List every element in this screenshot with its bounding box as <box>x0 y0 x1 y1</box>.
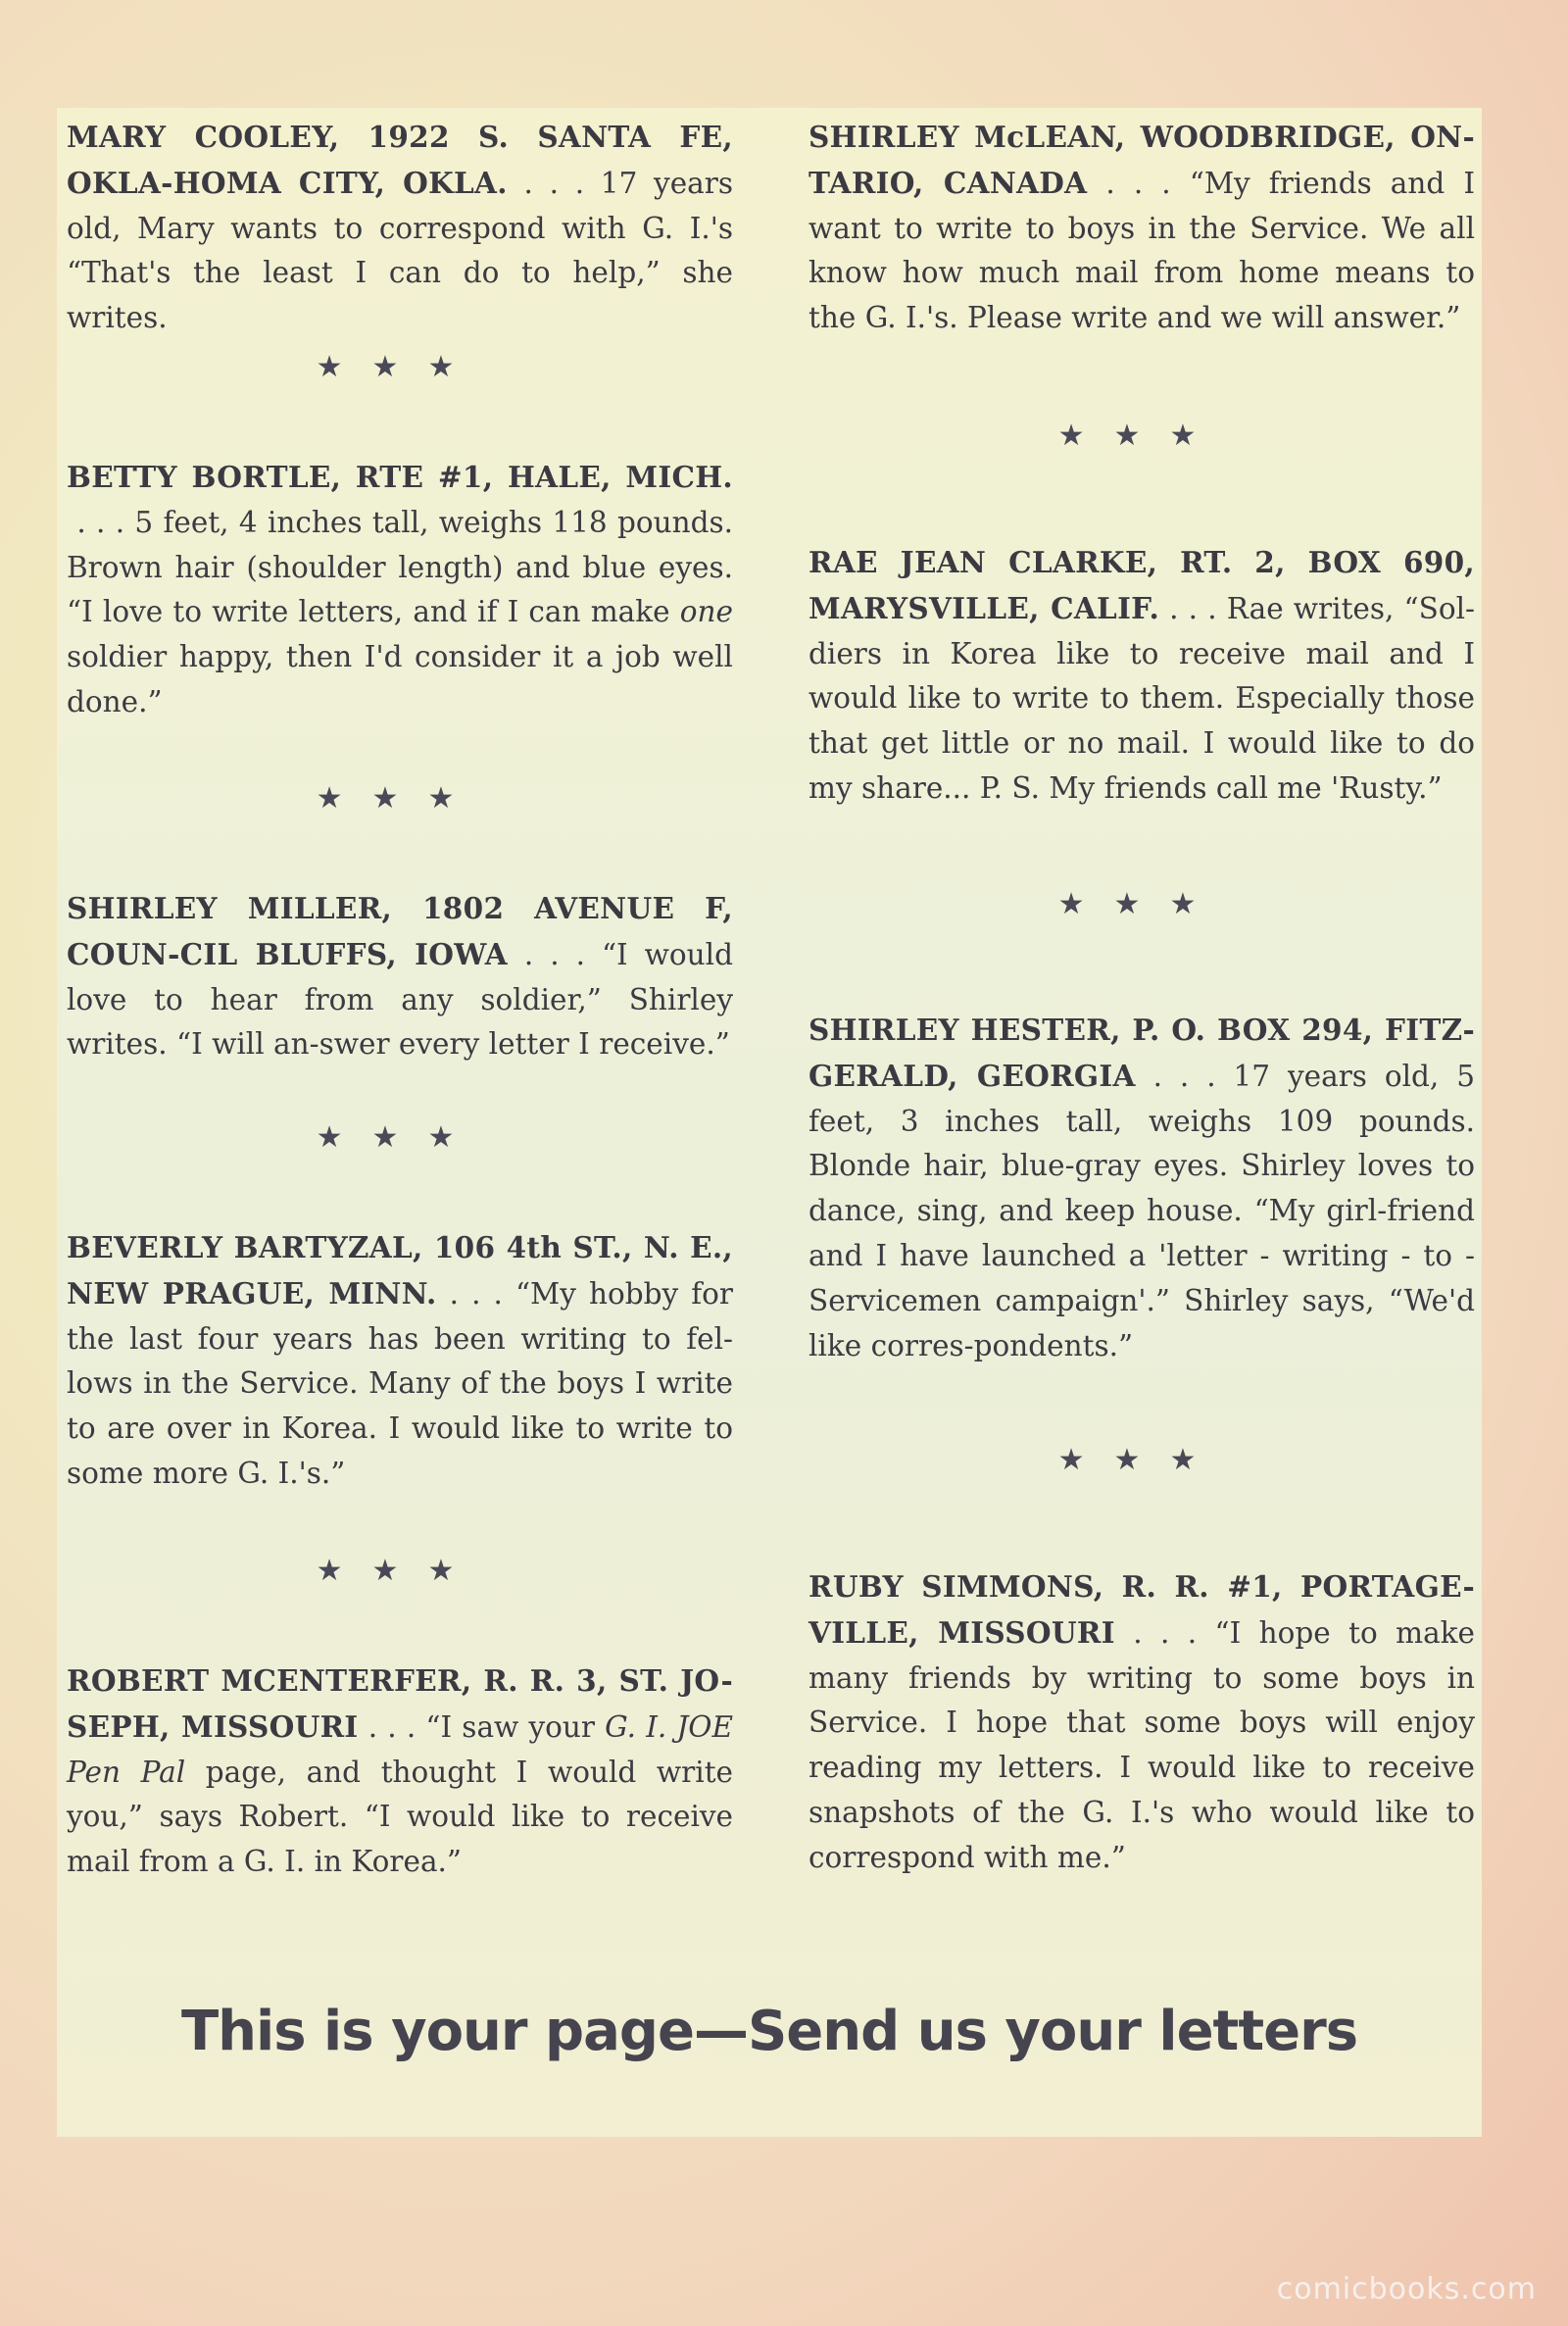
star-separator: ★★★ <box>316 781 484 816</box>
entry-name: BETTY BORTLE, RTE #1, HALE, MICH. <box>67 460 733 494</box>
entry-body: “I hope to make many friends by writing to some boys in Service. I hope that some boys will enjoy reading my letters. I would like to receive snapshots of the G. I.'s who would like to correspond with me.” <box>808 1615 1475 1874</box>
entry-name: BEVERLY BARTYZAL, 106 4th ST., N. E., NEW PRAGUE, MINN. <box>67 1230 733 1311</box>
entry-emphasis: G. I. JOE Pen Pal <box>67 1709 733 1789</box>
entry-ellipsis: . . . <box>1114 1615 1215 1650</box>
entry-name: MARY COOLEY, 1922 S. SANTA FE, OKLA-HOMA CITY, OKLA. <box>67 120 733 200</box>
pen-pal-entry-betty-bortle <box>67 455 733 725</box>
star-separator: ★★★ <box>316 350 484 384</box>
pen-pal-entry-shirley-hester <box>808 1008 1475 1368</box>
watermark: comicbooks.com <box>1276 2272 1537 2306</box>
entry-ellipsis: . . . <box>1087 166 1190 200</box>
footer-slogan: This is your page—Send us your letters <box>180 2000 1358 2063</box>
entry-body: “I saw your <box>425 1709 606 1744</box>
entry-body: “My hobby for the last four years has been writing to fel-lows in the Service. Many of the boys I write to are over in Korea. I would like to write to some more G. I.'s.” <box>67 1276 734 1490</box>
entry-body-end: soldier happy, then I'd consider it a job well done.” <box>67 640 733 718</box>
entry-name: SHIRLEY MILLER, 1802 AVENUE F, COUN-CIL BLUFFS, IOWA <box>67 891 733 971</box>
entry-name: RUBY SIMMONS, R. R. #1, PORTAGE-VILLE, MISSOURI <box>808 1569 1475 1650</box>
entry-name: RAE JEAN CLARKE, RT. 2, BOX 690, MARYSVILLE, CALIF. <box>808 545 1475 625</box>
entry-name: SHIRLEY McLEAN, WOODBRIDGE, ON-TARIO, CANADA <box>808 120 1475 200</box>
entry-body: “I would love to hear from any soldier,” Shirley writes. “I will an-swer every letter I receive.” <box>67 937 733 1062</box>
pen-pal-entry-rae-jean-clarke <box>808 540 1475 812</box>
entry-ellipsis: . . . <box>1159 591 1227 625</box>
pen-pal-entry-robert-mcenterfer <box>67 1658 733 1885</box>
star-separator: ★★★ <box>1057 419 1226 453</box>
entry-ellipsis: . . . <box>1135 1059 1234 1093</box>
entry-ellipsis: . . . <box>507 937 602 971</box>
entry-ellipsis: . . . <box>358 1709 426 1744</box>
star-separator: ★★★ <box>316 1554 484 1588</box>
entry-body: “My friends and I want to write to boys in the Service. We all know how much mail from home means to the G. I.'s. Please write and we will answer.” <box>808 166 1475 335</box>
star-separator: ★★★ <box>1057 887 1226 921</box>
star-separator: ★★★ <box>316 1120 484 1155</box>
pen-pal-entry-mary-cooley <box>67 115 733 341</box>
entry-body: Rae writes, “Sol-diers in Korea like to receive mail and I would like to write to them. Especially those that get little or no mail. I would like to do my share... P. S. My friends call me 'Rusty.” <box>808 591 1475 805</box>
entry-body-end: page, and thought I would write you,” says Robert. “I would like to receive mail from a G. I. in Korea.” <box>67 1755 734 1879</box>
pen-pal-entry-shirley-miller <box>67 886 733 1067</box>
entry-name: SHIRLEY HESTER, P. O. BOX 294, FITZ-GERALD, GEORGIA <box>808 1013 1475 1093</box>
entry-emphasis: one <box>679 595 733 629</box>
pen-pal-entry-beverly-bartyzal <box>67 1225 733 1497</box>
pen-pal-entry-ruby-simmons <box>808 1564 1475 1881</box>
entry-name: ROBERT MCENTERFER, R. R. 3, ST. JO-SEPH, MISSOURI <box>67 1663 733 1744</box>
entry-ellipsis: . . . <box>507 166 601 200</box>
entry-body: 5 feet, 4 inches tall, weighs 118 pounds. Brown hair (shoulder length) and blue eyes. “I love to write letters, and if I can make <box>67 505 733 629</box>
star-separator: ★★★ <box>1057 1443 1226 1477</box>
pen-pal-entry-shirley-mclean <box>808 115 1475 341</box>
entry-ellipsis: . . . <box>67 505 135 539</box>
entry-ellipsis: . . . <box>436 1276 515 1311</box>
entry-body: 17 years old, Mary wants to correspond with G. I.'s “That's the least I can do to help,” she writes. <box>67 166 733 335</box>
entry-body: 17 years old, 5 feet, 3 inches tall, weighs 109 pounds. Blonde hair, blue-gray eyes. Shirley loves to dance, sing, and keep house. “My girl-friend and I have launched a 'letter - writing - to - Servicemen campaign'.” Shirley says, “We'd like corres-pondents.” <box>808 1059 1476 1362</box>
